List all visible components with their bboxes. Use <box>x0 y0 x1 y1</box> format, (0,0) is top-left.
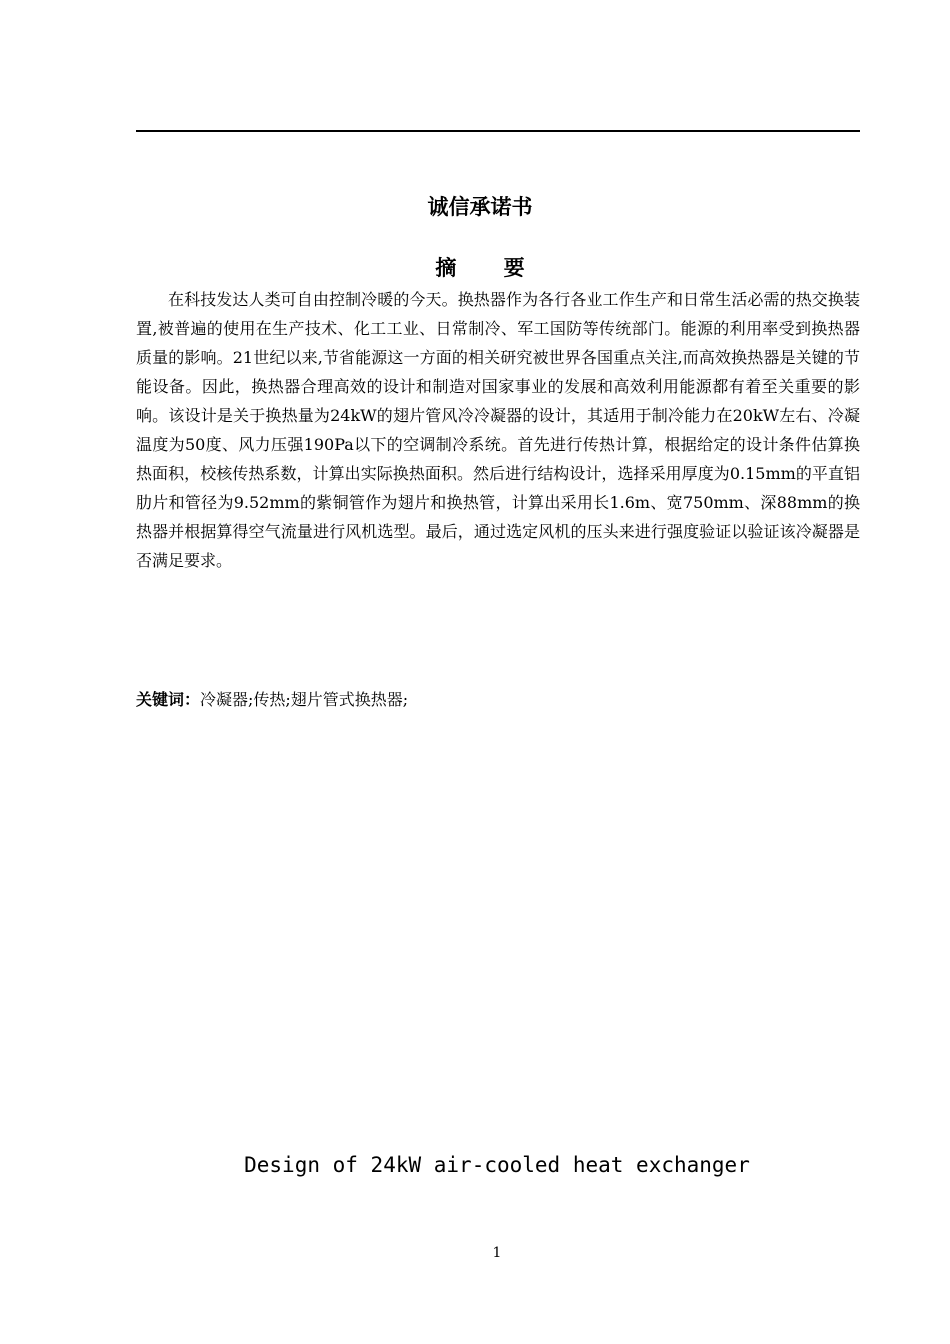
page-number: 1 <box>492 1245 502 1261</box>
keywords-value: 冷凝器;传热;翅片管式换热器; <box>200 690 409 709</box>
abstract-body: 在科技发达人类可自由控制冷暖的今天。换热器作为各行各业工作生产和日常生活必需的热交换装置,被普遍的使用在生产技术、化工工业、日常制冷、军工国防等传统部门。能源的利用率受到换热器质量的影响。21世纪以来,节省能源这一方面的相关研究被世界各国重点关注,而高效换热器是关键的节能设备。因此，换热器合理高效的设计和制造对国家事业的发展和高效利用能源都有着至关重要的影响。该设计是关于换热量为24kW的翅片管风冷冷凝器的设计，其适用于制冷能力在20kW左右、冷凝温度为50度、风力压强190Pa以下的空调制冷系统。首先进行传热计算，根据给定的设计条件估算换热面积，校核传热系数，计算出实际换热面积。然后进行结构设计，选择采用厚度为0.15mm的平直铝肋片和管径为9.52mm的紫铜管作为翅片和换热管，计算出采用长1.6m、宽750mm、深88mm的换热器并根据算得空气流量进行风机选型。最后，通过选定风机的压头来进行强度验证以验证该冷凝器是否满足要求。 <box>136 290 860 570</box>
keywords-label: 关键词： <box>136 690 201 709</box>
header-rule <box>136 130 860 132</box>
page-title: 诚信承诺书 <box>427 195 533 219</box>
keywords-line <box>136 686 860 715</box>
english-title: Design of 24kW air-cooled heat exchanger <box>244 1153 750 1177</box>
abstract-heading: 摘 要 <box>435 256 545 280</box>
